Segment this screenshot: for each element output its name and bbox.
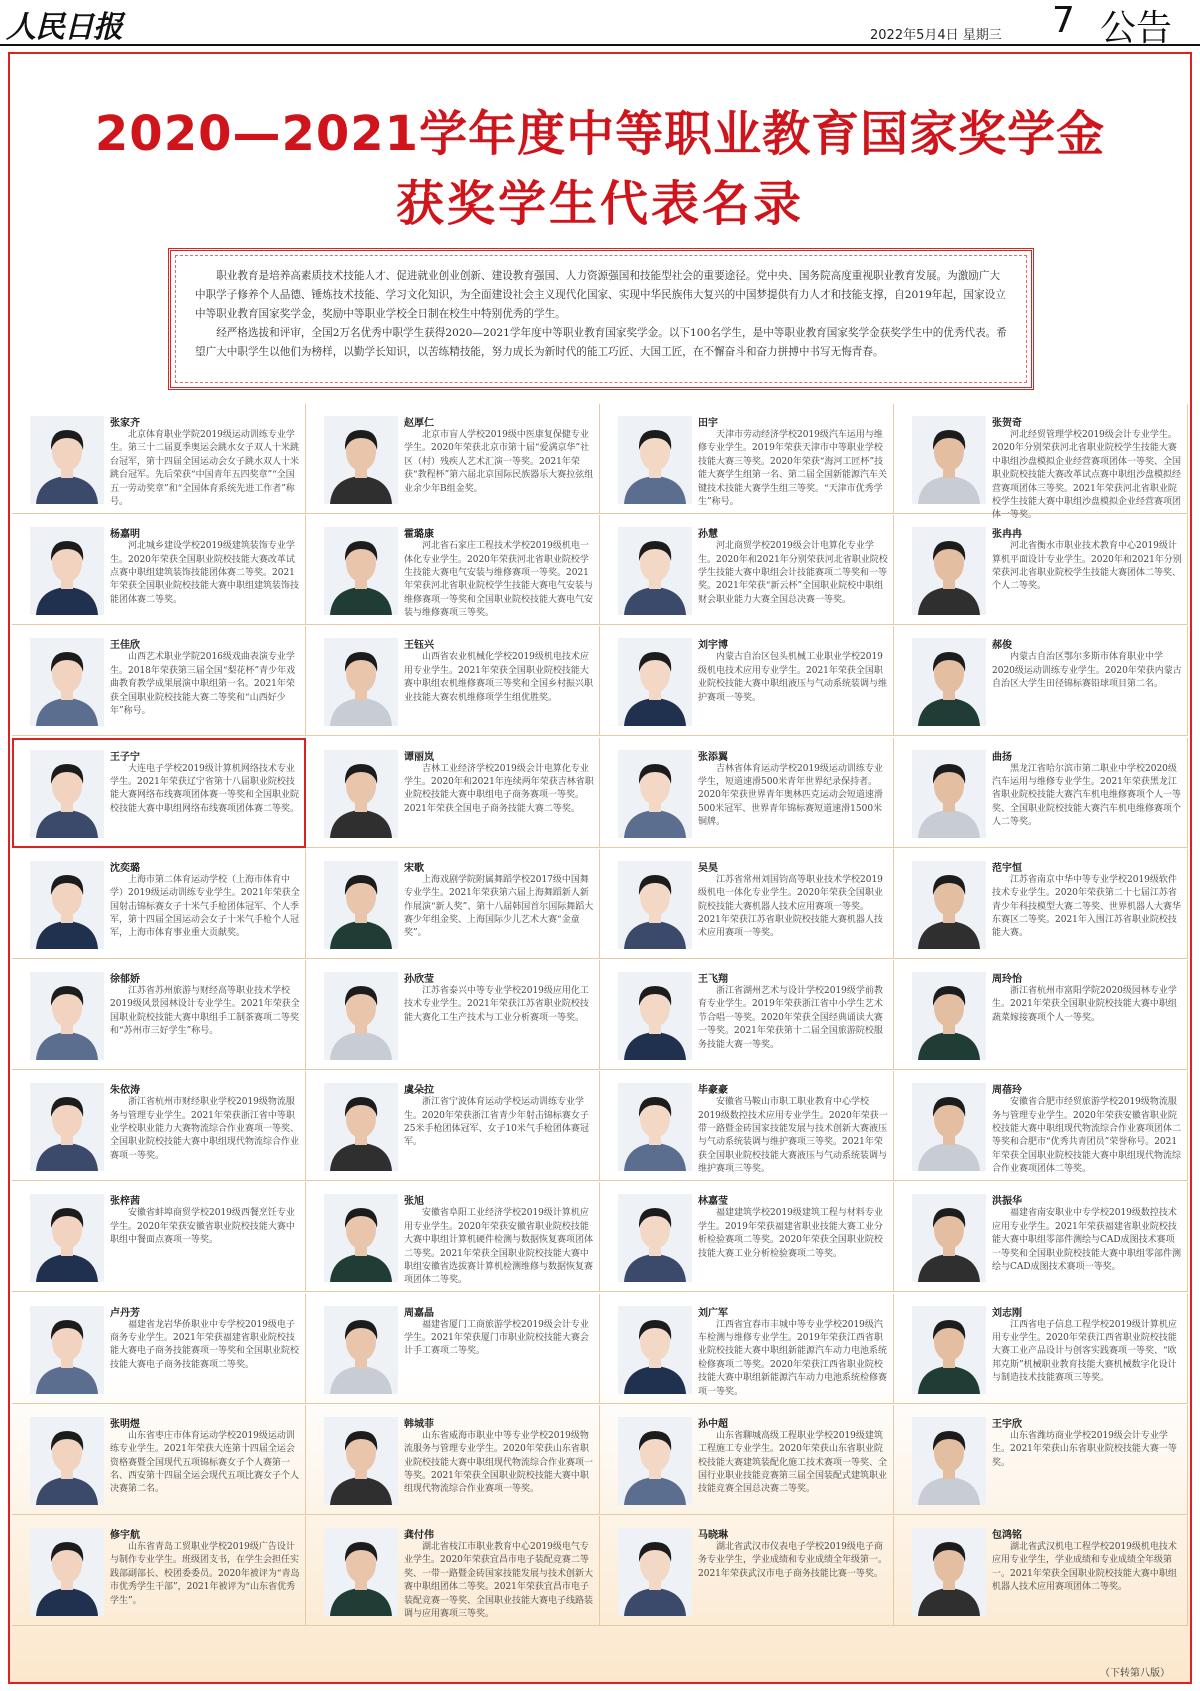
- student-description: 大连电子学校2019级计算机网络技术专业学生。2021年荣获辽宁省第十八届职业院校技能大赛网络布线赛项团体赛一等奖和全国职业院校技能大赛中职组网络布线赛项团体赛二等奖。: [110, 763, 300, 814]
- student-description: 内蒙古自治区鄂尔多斯市体育职业中学2020级运动训练专业学生。2020年荣获内蒙古自治区大学生田径锦标赛铅球项目第二名。: [992, 652, 1182, 690]
- student-description: 安徽省蚌埠商贸学校2019级西餐烹饪专业学生。2020年荣获安徽省职业院校技能大赛中职组中餐面点赛项一等奖。: [110, 1208, 295, 1246]
- student-photo: [618, 750, 692, 838]
- portrait-icon: [912, 1083, 986, 1171]
- student-card: [894, 738, 1188, 848]
- student-photo: [912, 527, 986, 615]
- student-name: 孙中超: [698, 1418, 728, 1430]
- student-name: 张明煜: [110, 1418, 140, 1430]
- student-name: 刘宇博: [698, 640, 728, 652]
- intro-paragraph-1: 职业教育是培养高素质技术技能人才、促进就业创业创新、建设教育强国、人力资源强国和技能型社会的重要途径。党中央、国务院高度重视职业教育发展。为激励广大中职学子修养个人品德、锤炼技术技能、学习文化知识，为全面建设社会主义现代化国家、实现中华民族伟大复兴的中国梦提供有力人才和技能支撑，自2019年起，国家设立中等职业教育国家奖学金，奖励中等职业学校全日制在校生中特别优秀的学生。: [195, 270, 1006, 320]
- student-card: [306, 849, 600, 959]
- student-description: 河北商贸学校2019级会计电算化专业学生。2020年和2021年分别荣获河北省职业院校学生技能大赛中职组会计技能赛项二等奖和一等奖。2021年荣获“新云杯”全国职业院校中职组财会职业能力大赛全国总决赛一等奖。: [698, 541, 888, 605]
- student-photo: [324, 1528, 398, 1616]
- student-description: 吉林工业经济学校2019级会计电算化专业学生。2020年和2021年连续两年荣获吉林省职业院校技能大赛中职组电子商务赛项一等奖。2021年荣获全国电子商务技能大赛二等奖。: [404, 763, 594, 814]
- student-description: 湖北省武汉市仪表电子学校2019级电子商务专业学生，学业成绩和专业成绩全年级第一。2021年荣获武汉市电子商务技能比赛一等奖。: [698, 1542, 888, 1579]
- student-card: [306, 1516, 600, 1626]
- student-description: 江西省电子信息工程学校2019级计算机应用专业学生。2020年荣获江西省职业院校技能大赛工业产品设计与创客实践赛项一等奖、“欧邦克斯”机械职业教育技能大赛机械数字化设计与制造技术技能赛项三等奖。: [992, 1319, 1177, 1384]
- student-photo: [912, 1083, 986, 1171]
- student-description: 江西省宜春市丰城中等专业学校2019级汽车检测与维修专业学生。2019年荣获江西省职业院校技能大赛中职组新能源汽车动力电池系统检修赛项二等奖。2020年荣获江西省职业院校技能大赛中职组新能源汽车动力电池系统检修赛项一等奖。: [698, 1319, 888, 1397]
- student-photo: [30, 1194, 104, 1282]
- portrait-icon: [30, 416, 104, 504]
- student-card: [306, 404, 600, 514]
- student-card: [894, 960, 1188, 1070]
- page-number: 7: [1052, 0, 1075, 41]
- portrait-icon: [324, 750, 398, 838]
- student-photo: [30, 861, 104, 949]
- student-photo: [30, 1417, 104, 1505]
- portrait-icon: [618, 1528, 692, 1616]
- student-card: [306, 1071, 600, 1181]
- student-card: [306, 1294, 600, 1404]
- student-name: 张贺奇: [992, 418, 1022, 429]
- portrait-icon: [30, 1194, 104, 1282]
- student-photo: [618, 1528, 692, 1616]
- portrait-icon: [912, 861, 986, 949]
- student-description: 浙江省宁波体育运动学校运动训练专业学生。2020年荣获浙江省青少年射击锦标赛女子25米手枪团体冠军、女子10米气手枪团体赛冠军。: [404, 1097, 589, 1148]
- student-name: 王飞翔: [698, 974, 728, 985]
- student-card: [600, 1182, 894, 1292]
- student-card: [894, 1071, 1188, 1181]
- student-description: 江苏省南京中华中等专业学校2019级软件技术专业学生。2020年荣获第二十七届江苏省青少年科技模型大赛二等奖、世界机器人大赛华东赛区二等奖。2021年入围江苏省职业院校技能大赛。: [992, 874, 1182, 939]
- student-card: [600, 515, 894, 625]
- student-description: 福建省龙岩华侨职业中专学校2019级电子商务专业学生。2021年荣获福建省职业院校技能大赛电子商务技能赛项一等奖和全国职业院校技能大赛电子商务技能赛项二等奖。: [110, 1319, 300, 1370]
- student-name: 沈奕璐: [110, 862, 140, 874]
- student-card: [12, 1182, 306, 1292]
- student-photo: [30, 416, 104, 504]
- student-name: 张旭: [404, 1196, 424, 1208]
- portrait-icon: [618, 750, 692, 838]
- student-photo: [618, 416, 692, 504]
- section-label: 公告: [1100, 8, 1173, 49]
- student-card: [12, 849, 306, 959]
- student-name: 虞朵拉: [404, 1085, 434, 1097]
- student-name: 卢丹芳: [110, 1307, 140, 1319]
- student-name: 吴昊: [698, 862, 718, 874]
- student-photo: [618, 527, 692, 615]
- student-card: [306, 738, 600, 848]
- student-description: 河北经贸管理学校2019级会计专业学生。2020年分别荣获河北省职业院校学生技能大赛中职组沙盘模拟企业经营赛项团体一等奖、全国职业院校技能大赛改革试点赛中职组沙盘模拟经营赛项团体三等奖。2021年荣获河北省职业院校学生技能大赛中职组沙盘模拟企业经营赛项团体一等奖。: [992, 430, 1182, 521]
- student-card: [12, 1071, 306, 1181]
- portrait-icon: [324, 861, 398, 949]
- student-photo: [324, 1306, 398, 1394]
- portrait-icon: [324, 527, 398, 615]
- student-name: 谭丽岚: [404, 751, 434, 763]
- student-description: 北京体育职业学院2019级运动训练专业学生。第三十二届夏季奥运会跳水女子双人十米跳台冠军，第十四届全国运动会女子跳水双人十米跳台冠军。先后荣获“中国青年五四奖章”“全国五一劳动奖章”和“全国体育系统先进工作者”称号。: [110, 430, 300, 508]
- student-photo: [324, 416, 398, 504]
- student-photo: [912, 750, 986, 838]
- student-description: 江苏省常州刘国钧高等职业技术学校2019级机电一体化专业学生。2020年荣获全国职业院校技能大赛机器人技术应用赛项一等奖。2021年荣获江苏省职业院校技能大赛机器人技术应用赛项一等奖。: [698, 874, 883, 939]
- portrait-icon: [912, 416, 986, 504]
- student-photo: [912, 1417, 986, 1505]
- student-name: 王子宁: [110, 751, 140, 763]
- student-photo: [912, 416, 986, 504]
- student-photo: [324, 1417, 398, 1505]
- student-description: 黑龙江省哈尔滨市第二职业中学校2020级汽车运用与维修专业学生。2021年荣获黑龙江省职业院校技能大赛汽车机电维修赛项个人一等奖、全国职业院校技能大赛汽车机电维修赛项个人二等奖。: [992, 763, 1182, 828]
- student-name: 孙慧: [698, 529, 718, 541]
- student-description: 山西艺术职业学院2016级戏曲表演专业学生。2018年荣获第三届全国“梨花杯”青少年戏曲教育教学成果展演中职组第一名。2021年荣获全国职业院校技能大赛二等奖和“山西好少年”称号。: [110, 652, 296, 717]
- student-description: 福建省南安职业中专学校2019级数控技术应用专业学生。2021年荣获福建省职业院校技能大赛中职组零部件测绘与CAD成图技术赛项一等奖和全国职业院校技能大赛中职组零部件测绘与CAD成图技术赛项一等奖。: [992, 1208, 1182, 1273]
- portrait-icon: [912, 1194, 986, 1282]
- portrait-icon: [324, 972, 398, 1060]
- student-card: [12, 626, 306, 736]
- student-photo: [324, 527, 398, 615]
- intro-box: [168, 248, 1034, 390]
- student-description: 浙江省杭州市富阳学院2020级园林专业学生。2021年荣获全国职业院校技能大赛中职组蔬菜嫁接赛项个人一等奖。: [992, 986, 1177, 1023]
- student-name: 周嘉晶: [404, 1307, 434, 1319]
- student-photo: [324, 972, 398, 1060]
- student-card: [600, 1294, 894, 1404]
- portrait-icon: [912, 972, 986, 1060]
- portrait-icon: [618, 638, 692, 726]
- student-name: 龚付伟: [404, 1530, 434, 1541]
- page-title-line1: 2020—2021学年度中等职业教育国家奖学金: [94, 106, 1106, 162]
- student-description: 山西省农业机械化学校2019级机电技术应用专业学生。2021年荣获全国职业院校技能大赛中职组农机维修赛项三等奖和全国乡村振兴职业技能大赛农机维修项学生组优胜奖。: [404, 652, 594, 703]
- student-photo: [324, 638, 398, 726]
- student-photo: [324, 1083, 398, 1171]
- portrait-icon: [912, 638, 986, 726]
- newspaper-logo: 人民日报: [6, 10, 122, 45]
- portrait-icon: [30, 861, 104, 949]
- student-description: 吉林省体育运动学校2019级运动训练专业学生，短道速滑500米青年世界纪录保持者。2020年荣获世界青年奥林匹克运动会短道速滑500米冠军、世界青年锦标赛短道速滑1500米铜牌。: [698, 763, 883, 828]
- portrait-icon: [324, 1194, 398, 1282]
- student-photo: [324, 750, 398, 838]
- student-description: 上海戏剧学院附属舞蹈学校2017级中国舞专业学生。2021年荣获第六届上海舞蹈新人新作展演“新人奖”、第十八届韩国首尔国际舞蹈大赛少年组金奖、上海国际少儿艺术大赛“金童奖”。: [404, 874, 594, 939]
- student-card: [600, 404, 894, 514]
- dateline: 2022年5月4日 星期三: [870, 28, 1002, 43]
- student-card: [894, 626, 1188, 736]
- student-photo: [618, 861, 692, 949]
- student-description: 山东省聊城高级工程职业学校2019级建筑工程施工专业学生。2020年荣获山东省职业院校技能大赛建筑装配化施工技术赛项一等奖、全国行业职业技能竞赛第三届全国装配式建筑职业技能竞赛全国总决赛二等奖。: [698, 1430, 888, 1495]
- student-description: 天津市劳动经济学校2019级汽车运用与维修专业学生。2019年荣获天津市中等职业学校技能大赛三等奖。2020年荣获“海河工匠杯”技能大赛学生组第一名、第二届全国新能源汽车关键技术技能大赛学生组三等奖。“天津市优秀学生”称号。: [698, 430, 888, 508]
- portrait-icon: [618, 416, 692, 504]
- student-card: [12, 1405, 306, 1515]
- student-photo: [30, 750, 104, 838]
- student-name: 张家齐: [110, 418, 140, 429]
- student-card: [600, 1071, 894, 1181]
- student-card: [306, 626, 600, 736]
- student-card: [12, 404, 306, 514]
- portrait-icon: [30, 527, 104, 615]
- student-card: [894, 849, 1188, 959]
- student-description: 福建省厦门工商旅游学校2019级会计专业学生。2021年荣获厦门市职业院校技能大赛会计手工赛项二等奖。: [404, 1319, 589, 1357]
- portrait-icon: [30, 1083, 104, 1171]
- student-card: [12, 1516, 306, 1626]
- student-name: 洪振华: [992, 1196, 1022, 1208]
- student-photo: [30, 638, 104, 726]
- page-title-line2: 获奖学生代表名录: [395, 176, 804, 232]
- student-name: 郝俊: [992, 640, 1012, 652]
- student-card: [600, 626, 894, 736]
- portrait-icon: [324, 1083, 398, 1171]
- student-name: 包鸿铭: [992, 1530, 1022, 1541]
- student-card: [894, 515, 1188, 625]
- student-photo: [30, 972, 104, 1060]
- portrait-icon: [618, 1417, 692, 1505]
- portrait-icon: [618, 1194, 692, 1282]
- student-photo: [912, 638, 986, 726]
- continued-note: （下转第八版）: [1100, 1668, 1170, 1679]
- portrait-icon: [30, 1528, 104, 1616]
- student-description: 河北省石家庄工程技术学校2019级机电一体化专业学生。2020年荣获河北省职业院校学生技能大赛电气安装与维修赛项一等奖。2021年荣获河北省职业院校学生技能大赛电气安装与维修赛项一等奖和全国职业院校技能大赛电气安装与维修赛项三等奖。: [404, 541, 594, 619]
- student-description: 山东省潍坊商业学校2019级会计专业学生。2021年荣获山东省职业院校技能大赛一等奖。: [992, 1430, 1177, 1468]
- student-description: 福建建筑学校2019级建筑工程与材料专业学生。2019年荣获福建省职业技能大赛工业分析检验赛项二等奖。2020年荣获全国职业院校技能大赛工业分析检验赛项二等奖。: [698, 1208, 883, 1259]
- student-name: 林嘉莹: [698, 1196, 728, 1208]
- portrait-icon: [30, 972, 104, 1060]
- student-description: 山东省枣庄市体育运动学校2019级运动训练专业学生。2021年荣获大连第十四届全运会资格赛暨全国现代五项锦标赛女子个人赛第一名、西安第十四届全运会现代五项比赛女子个人决赛第二名。: [110, 1430, 300, 1495]
- student-name: 修宇航: [110, 1530, 140, 1541]
- student-photo: [912, 1194, 986, 1282]
- student-name: 赵厚仁: [404, 418, 434, 429]
- student-name: 王宇欣: [992, 1418, 1022, 1430]
- student-description: 内蒙古自治区包头机械工业职业学校2019级机电技术应用专业学生。2021年荣获全国职业院校技能大赛中职组液压与气动系统装调与维护赛项一等奖。: [698, 652, 888, 703]
- student-name: 范宇恒: [992, 862, 1022, 874]
- portrait-icon: [324, 416, 398, 504]
- student-photo: [912, 1306, 986, 1394]
- student-name: 张冉冉: [992, 529, 1022, 541]
- masthead: [0, 0, 1200, 49]
- student-description: 山东省威海市职业中等专业学校2019级物流服务与管理专业学生。2020年荣获山东省职业院校技能大赛中职组现代物流综合作业赛项一等奖。2021年荣获全国职业院校技能大赛中职组现代物流综合作业赛项一等奖。: [404, 1430, 594, 1495]
- student-name: 周玲怡: [992, 974, 1022, 985]
- student-card: [600, 960, 894, 1070]
- student-name: 周蓓玲: [992, 1085, 1022, 1097]
- portrait-icon: [618, 861, 692, 949]
- student-name: 韩城菲: [404, 1418, 434, 1430]
- student-photo: [30, 1528, 104, 1616]
- student-description: 湖北省武汉机电工程学校2019级机电技术应用专业学生，学业成绩和专业成绩全年级第一。2021年荣获全国职业院校技能大赛中职组机器人技术应用赛项团体二等奖。: [992, 1542, 1177, 1593]
- portrait-icon: [324, 1417, 398, 1505]
- portrait-icon: [618, 1083, 692, 1171]
- student-card: [894, 1405, 1188, 1515]
- student-card: [306, 1182, 600, 1292]
- student-description: 山东省青岛工贸职业学校2019级广告设计与制作专业学生。班级团支书，在学生会担任实践部副部长、校团委委员。2020年被评为“青岛市优秀学生干部”，2021年被评为“山东省优秀学生”。: [110, 1542, 300, 1606]
- student-name: 霍璐康: [404, 529, 434, 541]
- student-name: 曲扬: [992, 751, 1012, 763]
- student-photo: [618, 1417, 692, 1505]
- portrait-icon: [618, 1306, 692, 1394]
- student-photo: [618, 1083, 692, 1171]
- student-photo: [30, 1306, 104, 1394]
- student-description: 江苏省苏州旅游与财经高等职业技术学校2019级风景园林设计专业学生。2021年荣获全国职业院校技能大赛中职组手工制茶赛项二等奖和“苏州市三好学生”称号。: [110, 986, 300, 1037]
- portrait-icon: [912, 1417, 986, 1505]
- student-description: 河北城乡建设学校2019级建筑装饰专业学生。2020年荣获全国职业院校技能大赛改革试点赛中职组建筑装饰技能团体赛二等奖。2021年荣获全国职业院校技能大赛中职组建筑装饰技能团体赛二等奖。: [110, 541, 300, 605]
- portrait-icon: [30, 638, 104, 726]
- portrait-icon: [912, 1306, 986, 1394]
- student-description: 湖北省枝江市职业教育中心2019级电气专业学生。2020年荣获宜昌市电子装配竞赛二等奖、一带一路暨金砖国家技能发展与技术创新大赛中职组团体二等奖。2021年荣获宜昌市电子装配竞赛一等奖、全国职业技能大赛电子线路装调与应用赛项三等奖。: [404, 1542, 594, 1620]
- student-name: 刘志刚: [992, 1307, 1022, 1319]
- student-name: 徐郁娇: [110, 974, 140, 985]
- student-name: 张梓茜: [110, 1196, 140, 1208]
- portrait-icon: [912, 527, 986, 615]
- student-name: 田宇: [698, 418, 718, 429]
- student-card: [894, 1294, 1188, 1404]
- student-card: [306, 960, 600, 1070]
- portrait-icon: [324, 1306, 398, 1394]
- student-card: [600, 1516, 894, 1626]
- student-card: [894, 1182, 1188, 1292]
- student-description: 安徽省马鞍山市职工职业教育中心学校2019级数控技术应用专业学生。2020年荣获一带一路暨金砖国家技能发展与技术创新大赛液压与气动系统装调与维护赛项三等奖。2021年荣获全国职业院校技能大赛液压与气动系统装调与维护赛项三等奖。: [698, 1097, 888, 1175]
- student-name: 杨嘉明: [110, 529, 140, 541]
- portrait-icon: [324, 638, 398, 726]
- portrait-icon: [324, 1528, 398, 1616]
- student-name: 刘广军: [698, 1307, 728, 1319]
- student-card: [12, 515, 306, 625]
- student-photo: [618, 1306, 692, 1394]
- student-card: [894, 404, 1188, 521]
- intro-paragraph-2: 经严格选拔和评审，全国2万名优秀中职学生获得2020—2021学年度中等职业教育国家奖学金。以下100名学生，是中等职业教育国家奖学金获奖学生中的优秀代表。希望广大中职学生以他们为榜样，以勤学长知识，以苦练精技能，努力成长为新时代的能工巧匠、大国工匠，在不懈奋斗和奋力拼搏中书写无悔青春。: [195, 327, 1007, 358]
- student-card: [306, 515, 600, 625]
- student-name: 马晓琳: [698, 1530, 728, 1541]
- student-name: 王佳欣: [110, 640, 140, 652]
- student-photo: [912, 861, 986, 949]
- portrait-icon: [30, 1417, 104, 1505]
- student-photo: [30, 1083, 104, 1171]
- student-card: [12, 960, 306, 1070]
- student-card: [12, 738, 306, 848]
- student-card: [12, 1294, 306, 1404]
- student-description: 浙江省杭州市财经职业学校2019级物流服务与管理专业学生。2021年荣获浙江省中等职业学校职业能力大赛物流综合作业赛项一等奖、全国职业院校技能大赛中职组现代物流综合作业赛项一等奖。: [110, 1097, 300, 1161]
- student-name: 毕豪豪: [698, 1085, 728, 1097]
- student-description: 安徽省阜阳工业经济学校2019级计算机应用专业学生。2020年荣获安徽省职业院校技能大赛中职组计算机硬件检测与数据恢复赛项团体二等奖。2021年荣获全国职业院校技能大赛中职组安徽省选拔赛计算机检测维修与数据恢复赛项团体二等奖。: [404, 1208, 594, 1286]
- portrait-icon: [30, 1306, 104, 1394]
- portrait-icon: [912, 750, 986, 838]
- student-card: [894, 1516, 1188, 1626]
- student-photo: [30, 527, 104, 615]
- student-description: 浙江省湖州艺术与设计学校2019级学前教育专业学生。2019年荣获浙江省中小学生艺术节合唱一等奖。2020年荣获全国经典诵读大赛一等奖。2021年荣获第十二届全国旅游院校服务技能大赛一等奖。: [698, 986, 883, 1050]
- student-name: 张添翼: [698, 751, 728, 763]
- student-photo: [618, 638, 692, 726]
- student-card: [600, 849, 894, 959]
- student-description: 江苏省泰兴中等专业学校2019级应用化工技术专业学生。2021年荣获江苏省职业院校技能大赛化工生产技术与工业分析赛项一等奖。: [404, 986, 589, 1023]
- portrait-icon: [912, 1528, 986, 1616]
- student-photo: [618, 1194, 692, 1282]
- student-description: 上海市第二体育运动学校（上海市体育中学）2019级运动训练专业学生。2021年荣获全国射击锦标赛女子十米气手枪团体冠军、个人季军，第十四届全国运动会女子十米气手枪个人冠军，上海市体育事业重大贡献奖。: [110, 874, 300, 939]
- student-name: 孙欣莹: [404, 974, 434, 985]
- student-photo: [324, 1194, 398, 1282]
- student-description: 河北省衡水市职业技术教育中心2019级计算机平面设计专业学生。2020年和2021年分别荣获河北省职业院校学生技能大赛团体二等奖、个人二等奖。: [992, 541, 1182, 592]
- student-name: 宋歌: [404, 862, 424, 874]
- student-card: [600, 738, 894, 848]
- portrait-icon: [30, 750, 104, 838]
- student-name: 王钰兴: [404, 640, 434, 652]
- student-photo: [912, 1528, 986, 1616]
- portrait-icon: [618, 972, 692, 1060]
- portrait-icon: [618, 527, 692, 615]
- student-card: [306, 1405, 600, 1515]
- student-description: 安徽省合肥市经贸旅游学校2019级物流服务与管理专业学生。2020年荣获安徽省职业院校技能大赛中职组现代物流综合作业赛项团体二等奖和合肥市“优秀共青团员”荣誉称号。2021年荣获全国职业院校技能大赛中职组现代物流综合作业赛项团体二等奖。: [992, 1097, 1182, 1175]
- student-name: 朱依涛: [110, 1085, 140, 1097]
- student-description: 北京市盲人学校2019级中医康复保健专业学生。2020年荣获北京市第十届“爱满京华”社区（村）残疾人艺术汇演一等奖。2021年荣获“教程杯”第六届北京国际民族器乐大赛拉弦组业余少年B组金奖。: [404, 430, 594, 494]
- student-photo: [618, 972, 692, 1060]
- student-card: [600, 1405, 894, 1515]
- student-photo: [912, 972, 986, 1060]
- student-photo: [324, 861, 398, 949]
